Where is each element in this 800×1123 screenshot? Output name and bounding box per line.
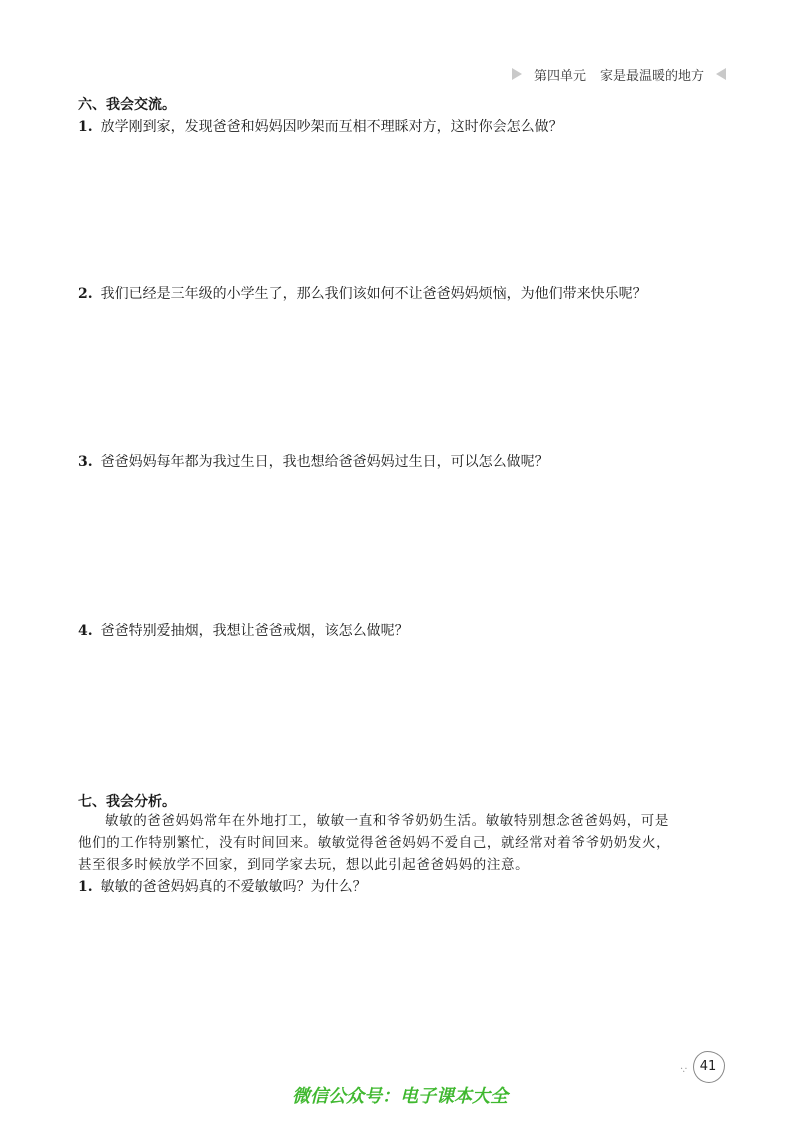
section-6-question-1: [78, 116, 563, 136]
question-text: 我们已经是三年级的小学生了，那么我们该如何不让爸爸妈妈烦恼，为他们带来快乐呢？: [100, 286, 647, 302]
question-text: 爸爸妈妈每年都为我过生日，我也想给爸爸妈妈过生日，可以怎么做呢？: [100, 454, 549, 470]
header-title: 家是最温暖的地方: [599, 68, 704, 84]
question-number: 4.: [78, 623, 93, 639]
section-6-question-2: [78, 283, 647, 303]
section-7-title: 七、我会分析。: [78, 794, 176, 810]
question-number: 1.: [78, 119, 93, 135]
decorative-dots-icon: ·.·: [680, 1064, 687, 1075]
watermark: 微信公众号：电子课本大全: [292, 1086, 508, 1107]
passage-line-3: 甚至很多时候放学不回家，到同学家去玩，想以此引起爸爸妈妈的注意。: [78, 857, 530, 873]
passage-line-1: 敏敏的爸爸妈妈常年在外地打工，敏敏一直和爷爷奶奶生活。敏敏特别想念爸爸妈妈，可是: [105, 813, 669, 829]
section-7-question-1: [78, 876, 367, 896]
question-text: 放学刚到家，发现爸爸和妈妈因吵架而互相不理睬对方，这时你会怎么做？: [100, 119, 563, 135]
section-6-title: 六、我会交流。: [78, 97, 176, 113]
question-text: 敏敏的爸爸妈妈真的不爱敏敏吗？为什么？: [100, 879, 367, 895]
section-6-question-3: [78, 451, 549, 471]
header-left-triangle-icon: [512, 68, 522, 80]
page-number: 41: [699, 1059, 717, 1074]
header-right-triangle-icon: [716, 68, 726, 80]
question-number: 1.: [78, 879, 93, 895]
passage-line-2: 他们的工作特别繁忙，没有时间回来。敏敏觉得爸爸妈妈不爱自己，就经常对着爷爷奶奶发火，: [78, 835, 671, 851]
section-6-question-4: [78, 620, 409, 640]
section-7-passage: [78, 810, 738, 876]
question-number: 2.: [78, 286, 93, 302]
question-number: 3.: [78, 454, 93, 470]
header-unit: 第四单元: [533, 68, 586, 84]
question-text: 爸爸特别爱抽烟，我想让爸爸戒烟，该怎么做呢？: [100, 623, 409, 639]
page-header: [512, 64, 726, 84]
page-number-badge: [680, 1048, 728, 1086]
